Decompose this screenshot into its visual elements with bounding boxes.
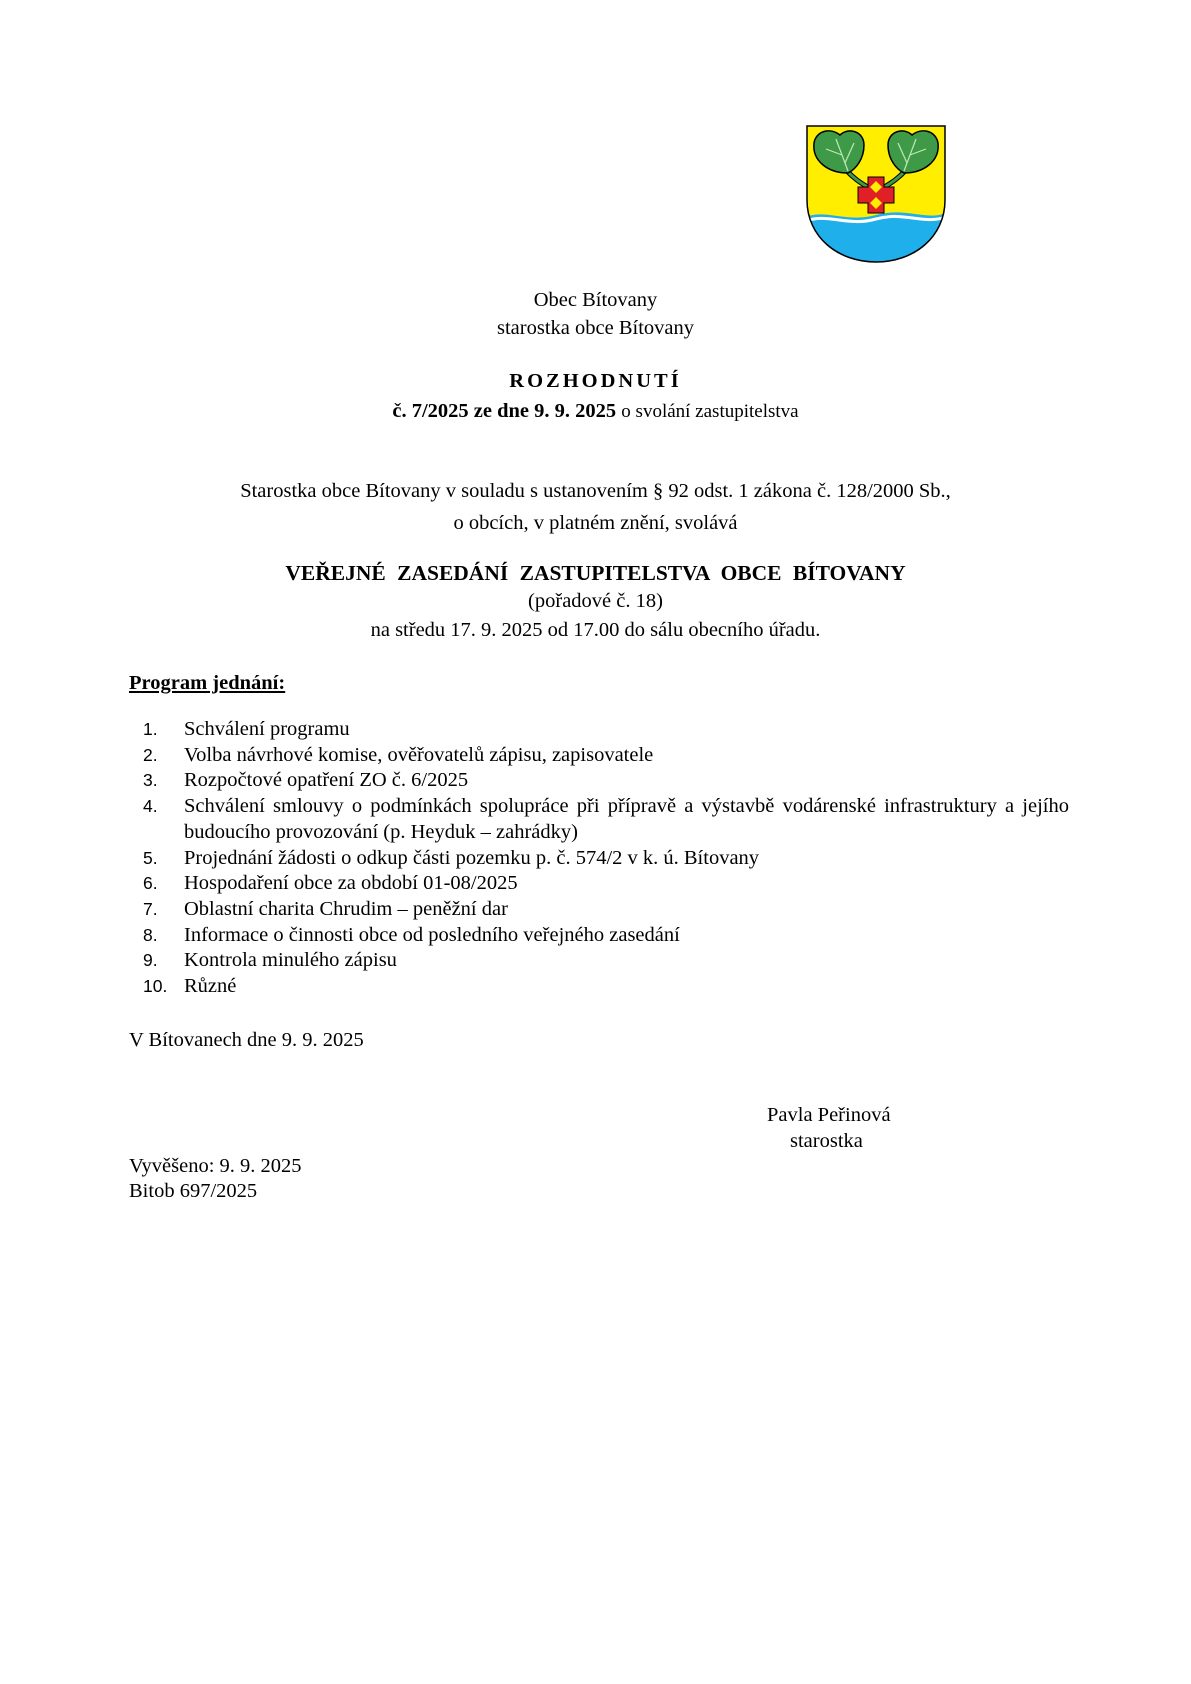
agenda-item-text: Oblastní charita Chrudim – peněžní dar — [184, 897, 508, 920]
agenda-item — [129, 897, 1069, 923]
agenda-item — [129, 871, 1069, 897]
agenda-item-number: 7. — [143, 898, 158, 919]
agenda-item-number: 4. — [143, 796, 158, 817]
intro-line-1: Starostka obce Bítovany v souladu s ustanovením § 92 odst. 1 zákona č. 128/2000 Sb., — [240, 480, 951, 502]
agenda-item-number: 1. — [143, 719, 158, 739]
decision-heading: ROZHODNUTÍ — [509, 370, 682, 392]
intro-line-2: o obcích, v platném znění, svolává — [453, 512, 738, 534]
agenda-item — [129, 846, 1069, 872]
agenda-item-text: Projednání žádosti o odkup části pozemku p. č. 574/2 v k. ú. Bítovany — [184, 846, 760, 869]
agenda-item — [129, 794, 1069, 845]
issuer-name: Obec Bítovany — [533, 289, 658, 311]
agenda-item-text: Rozpočtové opatření ZO č. 6/2025 — [184, 769, 469, 792]
meeting-title: VEŘEJNÉ ZASEDÁNÍ ZASTUPITELSTVA OBCE BÍTOVANY — [285, 561, 906, 585]
agenda-item — [129, 948, 1069, 974]
agenda-item-number: 8. — [143, 924, 158, 945]
coat-of-arms-icon — [806, 125, 946, 263]
agenda-item-number: 9. — [143, 950, 158, 971]
posted-date: Vyvěšeno: 9. 9. 2025 — [129, 1155, 302, 1177]
agenda-item-text: Informace o činnosti obce od posledního veřejného zasedání — [184, 923, 680, 946]
signer-name: Pavla Peřinová — [767, 1104, 891, 1126]
agenda-item-text: Schválení programu — [184, 718, 350, 740]
agenda-item-number: 10. — [143, 976, 168, 997]
signer-role: starostka — [790, 1130, 863, 1152]
decision-subline — [0, 398, 1191, 425]
agenda-item-number: 6. — [143, 873, 158, 894]
decision-number-date: č. 7/2025 ze dne 9. 9. 2025 — [392, 400, 617, 422]
agenda-item-text: Kontrola minulého zápisu — [184, 949, 397, 972]
agenda-item-text: Schválení smlouvy o podmínkách spolupráce při přípravě a výstavbě vodárenské infrastruktury a jejího budoucího provozování (p. Heyduk – zahrádky) — [184, 795, 1069, 843]
reference-number: Bitob 697/2025 — [129, 1180, 258, 1202]
agenda-item — [129, 743, 1069, 769]
agenda-item-text: Volba návrhové komise, ověřovatelů zápisu, zapisovatele — [184, 743, 654, 766]
agenda-item — [129, 923, 1069, 949]
agenda-item — [129, 717, 1069, 743]
meeting-when-where: na středu 17. 9. 2025 od 17.00 do sálu obecního úřadu. — [370, 619, 821, 641]
agenda-item-text: Hospodaření obce za období 01-08/2025 — [184, 872, 518, 895]
decision-subject: o svolání zastupitelstva — [621, 401, 799, 422]
issuer-role: starostka obce Bítovany — [497, 317, 694, 339]
agenda-item-number: 3. — [143, 770, 158, 791]
place-and-date: V Bítovanech dne 9. 9. 2025 — [129, 1029, 364, 1051]
agenda-item-text: Různé — [184, 975, 237, 998]
agenda-item — [129, 768, 1069, 794]
program-title: Program jednání: — [129, 672, 286, 694]
meeting-order: (pořadové č. 18) — [528, 590, 663, 612]
agenda-item — [129, 974, 1069, 1000]
agenda-item-number: 5. — [143, 847, 158, 868]
agenda-item-number: 2. — [143, 744, 158, 765]
agenda-list — [129, 717, 1069, 1000]
